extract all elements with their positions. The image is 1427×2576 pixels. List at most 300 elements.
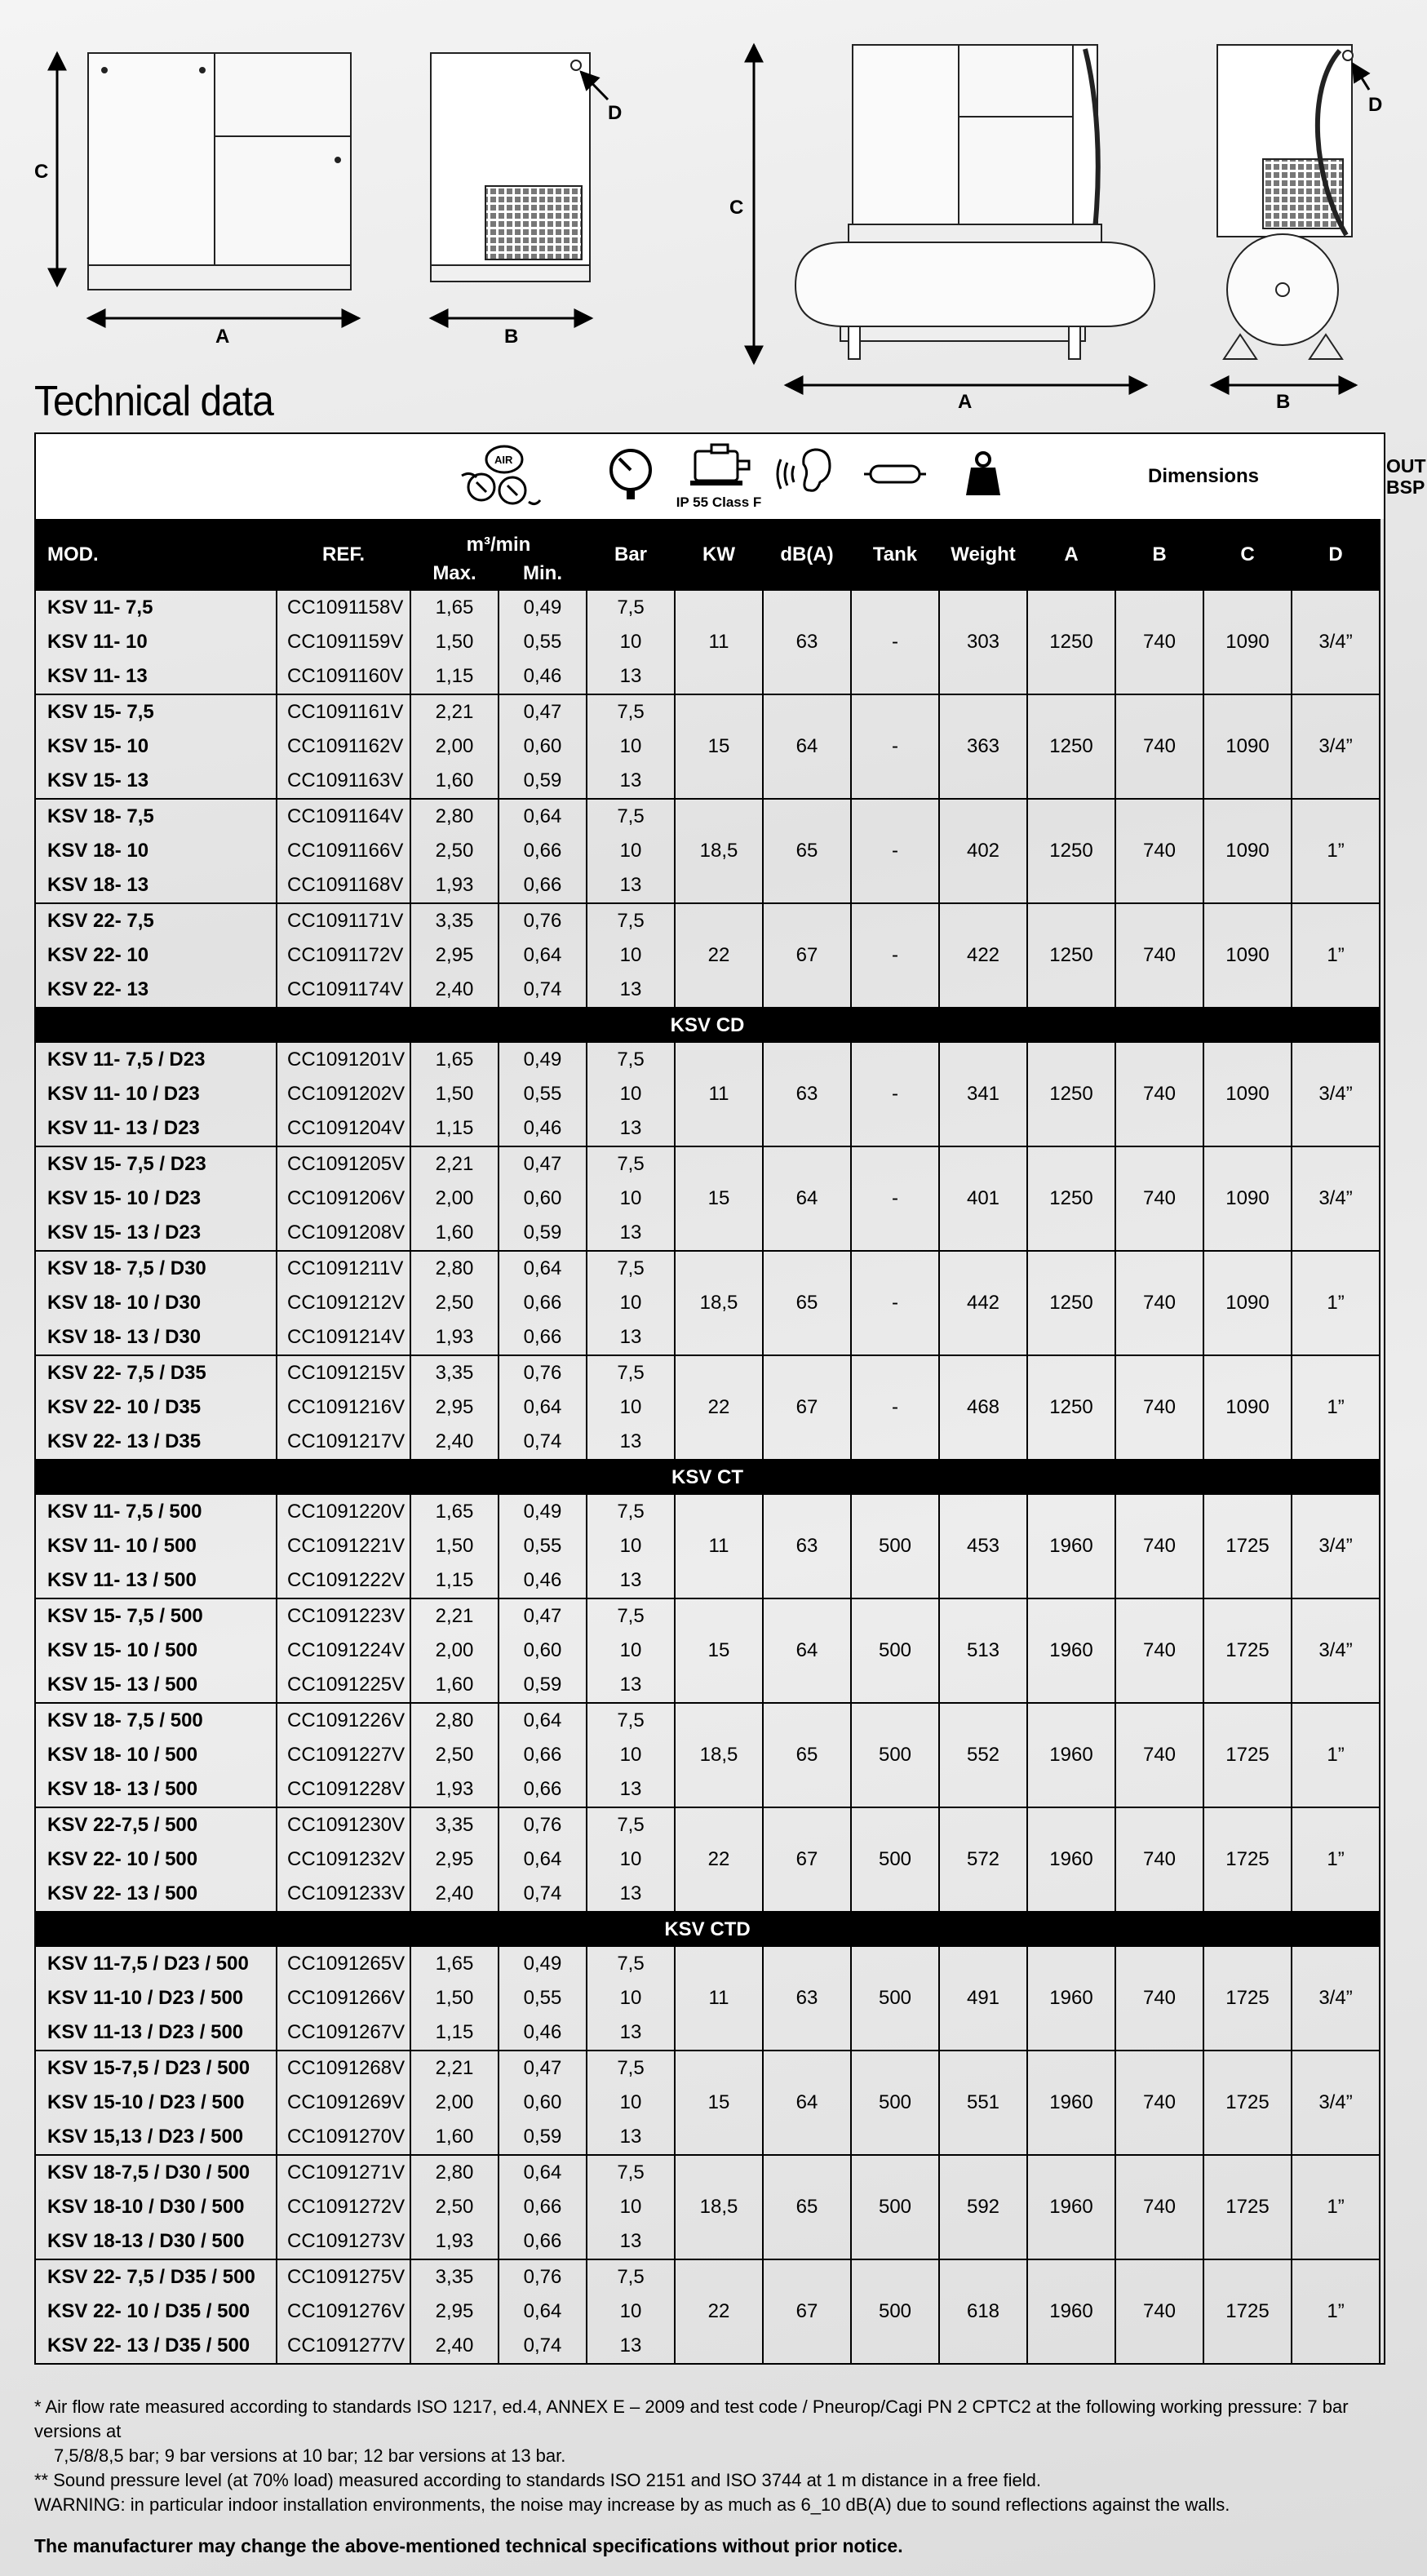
- cell-flow-min: 0,49: [499, 1043, 587, 1077]
- cell-model: KSV 15- 13 / 500: [35, 1668, 277, 1703]
- cell-bar: 7,5: [587, 1703, 675, 1738]
- cell-b: 740: [1115, 1251, 1203, 1355]
- cell-flow-min: 0,46: [499, 659, 587, 694]
- cell-kw: 11: [675, 1043, 763, 1146]
- dimensions-label: Dimensions: [1027, 433, 1380, 519]
- cell-bar: 7,5: [587, 1146, 675, 1182]
- cell-d: 1”: [1292, 1355, 1380, 1460]
- cell-weight: 572: [939, 1807, 1027, 1912]
- note-sound: ** Sound pressure level (at 70% load) measured according to standards ISO 2151 and ISO 3744 at 1 m distance in a free field.: [34, 2470, 1041, 2490]
- cell-flow-max: 2,00: [410, 729, 499, 764]
- cell-model: KSV 22- 10 / D35: [35, 1390, 277, 1425]
- cell-weight: 303: [939, 591, 1027, 694]
- cell-flow-min: 0,59: [499, 1668, 587, 1703]
- cell-model: KSV 11- 10 / 500: [35, 1529, 277, 1563]
- cell-model: KSV 22- 13 / D35 / 500: [35, 2329, 277, 2364]
- cell-a: 1250: [1027, 591, 1115, 694]
- cell-bar: 7,5: [587, 2259, 675, 2294]
- cell-bar: 10: [587, 938, 675, 973]
- cell-model: KSV 18- 13 / 500: [35, 1772, 277, 1807]
- cell-a: 1960: [1027, 1598, 1115, 1703]
- cell-ref: CC1091161V: [277, 694, 410, 729]
- cell-a: 1960: [1027, 1947, 1115, 2051]
- cell-flow-min: 0,76: [499, 903, 587, 938]
- cell-flow-max: 2,00: [410, 1634, 499, 1668]
- cell-weight: 513: [939, 1598, 1027, 1703]
- table-row: [35, 1495, 1385, 1529]
- cell-b: 740: [1115, 2259, 1203, 2364]
- col-a: A: [1027, 519, 1115, 591]
- cell-flow-min: 0,46: [499, 1111, 587, 1146]
- cell-flow-max: 2,40: [410, 2329, 499, 2364]
- cell-bar: 10: [587, 1738, 675, 1772]
- cell-ref: CC1091215V: [277, 1355, 410, 1390]
- cell-kw: 22: [675, 2259, 763, 2364]
- cell-flow-min: 0,66: [499, 2190, 587, 2224]
- cell-flow-max: 1,15: [410, 1563, 499, 1598]
- tank-icon-cell: [851, 433, 939, 519]
- cell-d: 3/4”: [1292, 1947, 1380, 2051]
- cell-flow-max: 1,65: [410, 1495, 499, 1529]
- cell-dba: 65: [763, 1703, 851, 1807]
- cell-flow-max: 1,50: [410, 1077, 499, 1111]
- cell-flow-max: 1,60: [410, 2120, 499, 2155]
- cell-ref: CC1091164V: [277, 799, 410, 834]
- cell-tank: -: [851, 694, 939, 799]
- cell-ref: CC1091222V: [277, 1563, 410, 1598]
- cell-flow-max: 3,35: [410, 2259, 499, 2294]
- cell-tank: 500: [851, 2259, 939, 2364]
- cell-tank: 500: [851, 1947, 939, 2051]
- cell-ref: CC1091158V: [277, 591, 410, 625]
- cell-flow-min: 0,74: [499, 1425, 587, 1460]
- cell-dba: 67: [763, 2259, 851, 2364]
- cell-dba: 65: [763, 2155, 851, 2259]
- cell-bar: 10: [587, 1077, 675, 1111]
- cell-model: KSV 22- 7,5 / D35 / 500: [35, 2259, 277, 2294]
- cell-ref: CC1091159V: [277, 625, 410, 659]
- cell-bar: 13: [587, 1563, 675, 1598]
- cell-model: KSV 22- 7,5: [35, 903, 277, 938]
- col-max: Max.: [410, 556, 499, 591]
- cell-flow-max: 1,60: [410, 1216, 499, 1251]
- cell-b: 740: [1115, 799, 1203, 903]
- cell-tank: 500: [851, 1703, 939, 1807]
- cell-tank: -: [851, 591, 939, 694]
- cell-weight: 422: [939, 903, 1027, 1008]
- cell-b: 740: [1115, 694, 1203, 799]
- cell-c: 1090: [1203, 1146, 1292, 1251]
- cell-bar: 13: [587, 659, 675, 694]
- cell-model: KSV 18- 7,5: [35, 799, 277, 834]
- cell-flow-min: 0,47: [499, 694, 587, 729]
- cell-bar: 13: [587, 1668, 675, 1703]
- cell-flow-max: 2,95: [410, 938, 499, 973]
- motor-class-label: IP 55 Class F: [676, 494, 762, 510]
- cell-bar: 10: [587, 2190, 675, 2224]
- cell-flow-max: 2,95: [410, 1842, 499, 1877]
- table-row: [35, 1598, 1385, 1634]
- cell-ref: CC1091220V: [277, 1495, 410, 1529]
- tank-icon: [862, 458, 928, 490]
- col-d: D: [1292, 519, 1380, 591]
- cell-a: 1250: [1027, 903, 1115, 1008]
- cell-weight: 552: [939, 1703, 1027, 1807]
- cell-d: 1”: [1292, 903, 1380, 1008]
- cell-dba: 65: [763, 799, 851, 903]
- cell-flow-max: 1,93: [410, 1772, 499, 1807]
- cell-b: 740: [1115, 1598, 1203, 1703]
- cell-bar: 13: [587, 973, 675, 1008]
- cell-dba: 67: [763, 903, 851, 1008]
- cell-flow-max: 1,15: [410, 1111, 499, 1146]
- weight-icon: [963, 450, 1004, 499]
- cell-model: KSV 11-13 / D23 / 500: [35, 2015, 277, 2051]
- cell-d: 3/4”: [1292, 591, 1380, 694]
- cell-ref: CC1091233V: [277, 1877, 410, 1912]
- cell-c: 1725: [1203, 1807, 1292, 1912]
- cell-weight: 491: [939, 1947, 1027, 2051]
- col-mod: MOD.: [35, 519, 277, 591]
- cell-flow-max: 2,21: [410, 1598, 499, 1634]
- cell-d: 3/4”: [1292, 1598, 1380, 1703]
- cell-ref: CC1091225V: [277, 1668, 410, 1703]
- cell-flow-min: 0,74: [499, 973, 587, 1008]
- cell-dba: 64: [763, 694, 851, 799]
- cell-model: KSV 22-7,5 / 500: [35, 1807, 277, 1842]
- table-row: [35, 1251, 1385, 1286]
- cell-b: 740: [1115, 1703, 1203, 1807]
- cell-bar: 13: [587, 1877, 675, 1912]
- table-row: [35, 1146, 1385, 1182]
- cell-model: KSV 18- 10 / 500: [35, 1738, 277, 1772]
- cell-bar: 7,5: [587, 1043, 675, 1077]
- cell-ref: CC1091266V: [277, 1981, 410, 2015]
- cell-ref: CC1091160V: [277, 659, 410, 694]
- cell-tank: 500: [851, 1495, 939, 1598]
- cell-tank: -: [851, 1043, 939, 1146]
- cell-d: 3/4”: [1292, 694, 1380, 799]
- cell-tank: -: [851, 799, 939, 903]
- cell-model: KSV 11- 10 / D23: [35, 1077, 277, 1111]
- page-title: Technical data: [34, 378, 273, 425]
- col-dba: dB(A): [763, 519, 851, 591]
- cell-ref: CC1091271V: [277, 2155, 410, 2190]
- dimension-d-arrow-right: [1353, 64, 1369, 90]
- cell-flow-min: 0,60: [499, 2086, 587, 2120]
- cell-flow-max: 2,40: [410, 973, 499, 1008]
- cell-model: KSV 15- 13: [35, 764, 277, 799]
- cell-c: 1090: [1203, 1355, 1292, 1460]
- cell-model: KSV 15- 10 / D23: [35, 1182, 277, 1216]
- cell-weight: 402: [939, 799, 1027, 903]
- cell-kw: 18,5: [675, 799, 763, 903]
- cell-ref: CC1091204V: [277, 1111, 410, 1146]
- icon-row: [35, 433, 1385, 519]
- table-row: [35, 2155, 1385, 2190]
- cell-flow-min: 0,64: [499, 1842, 587, 1877]
- cell-a: 1250: [1027, 1355, 1115, 1460]
- weight-icon-cell: [939, 433, 1027, 519]
- section-title: KSV CT: [35, 1460, 1380, 1495]
- cell-bar: 7,5: [587, 1947, 675, 1981]
- cell-tank: -: [851, 903, 939, 1008]
- pressure-gauge-icon: [606, 446, 655, 503]
- cell-b: 740: [1115, 1495, 1203, 1598]
- cell-flow-max: 2,95: [410, 2294, 499, 2329]
- cell-d: 3/4”: [1292, 1146, 1380, 1251]
- cell-bar: 10: [587, 1286, 675, 1320]
- cell-flow-max: 2,80: [410, 799, 499, 834]
- cell-flow-max: 2,21: [410, 1146, 499, 1182]
- cell-bar: 10: [587, 1981, 675, 2015]
- cell-c: 1725: [1203, 1947, 1292, 2051]
- cell-kw: 11: [675, 1947, 763, 2051]
- cell-flow-min: 0,55: [499, 1077, 587, 1111]
- cell-bar: 13: [587, 2015, 675, 2051]
- cell-kw: 11: [675, 1495, 763, 1598]
- col-tank: Tank: [851, 519, 939, 591]
- cell-bar: 10: [587, 1390, 675, 1425]
- cell-kw: 18,5: [675, 2155, 763, 2259]
- cell-d: 1”: [1292, 1807, 1380, 1912]
- cell-kw: 18,5: [675, 1703, 763, 1807]
- out-bsp-label: OUT BSP: [1380, 433, 1385, 519]
- cell-bar: 7,5: [587, 1495, 675, 1529]
- cell-ref: CC1091166V: [277, 834, 410, 868]
- cell-a: 1960: [1027, 2155, 1115, 2259]
- cell-d: 3/4”: [1292, 1043, 1380, 1146]
- cell-d: 3/4”: [1292, 2051, 1380, 2155]
- cell-ref: CC1091211V: [277, 1251, 410, 1286]
- cell-flow-min: 0,76: [499, 1807, 587, 1842]
- cell-ref: CC1091206V: [277, 1182, 410, 1216]
- cell-model: KSV 15- 7,5 / D23: [35, 1146, 277, 1182]
- cell-bar: 13: [587, 2120, 675, 2155]
- cell-model: KSV 15- 10: [35, 729, 277, 764]
- note-air-flow: * Air flow rate measured according to standards ISO 1217, ed.4, ANNEX E – 2009 and test code / Pneurop/Cagi PN 2 CPTC2 at the following working pressure: 7 bar versions at: [34, 2396, 1349, 2441]
- cell-bar: 7,5: [587, 903, 675, 938]
- cell-flow-max: 3,35: [410, 903, 499, 938]
- cell-dba: 64: [763, 1146, 851, 1251]
- cell-ref: CC1091232V: [277, 1842, 410, 1877]
- cell-flow-min: 0,59: [499, 2120, 587, 2155]
- cell-ref: CC1091272V: [277, 2190, 410, 2224]
- dim-a-label-right: A: [958, 391, 973, 413]
- cell-tank: 500: [851, 2155, 939, 2259]
- cell-b: 740: [1115, 903, 1203, 1008]
- cell-flow-max: 1,65: [410, 1947, 499, 1981]
- cell-tank: -: [851, 1146, 939, 1251]
- cell-flow-min: 0,66: [499, 1320, 587, 1355]
- cell-c: 1090: [1203, 1251, 1292, 1355]
- cell-model: KSV 11- 7,5: [35, 591, 277, 625]
- cell-ref: CC1091172V: [277, 938, 410, 973]
- cell-ref: CC1091227V: [277, 1738, 410, 1772]
- cell-bar: 7,5: [587, 694, 675, 729]
- cell-b: 740: [1115, 1146, 1203, 1251]
- cell-flow-min: 0,55: [499, 625, 587, 659]
- col-min: Min.: [499, 556, 587, 591]
- cell-kw: 22: [675, 1807, 763, 1912]
- ear-noise-icon: [774, 448, 840, 500]
- table-row: [35, 1703, 1385, 1738]
- cell-bar: 13: [587, 764, 675, 799]
- cell-tank: 500: [851, 1807, 939, 1912]
- cell-flow-max: 2,50: [410, 1738, 499, 1772]
- cell-ref: CC1091174V: [277, 973, 410, 1008]
- cell-model: KSV 11- 7,5 / D23: [35, 1043, 277, 1077]
- cell-model: KSV 18- 13: [35, 868, 277, 903]
- cell-flow-max: 1,50: [410, 1529, 499, 1563]
- cell-flow-max: 2,00: [410, 1182, 499, 1216]
- cell-bar: 10: [587, 834, 675, 868]
- cell-flow-min: 0,66: [499, 1286, 587, 1320]
- cell-flow-min: 0,76: [499, 1355, 587, 1390]
- cell-flow-min: 0,74: [499, 2329, 587, 2364]
- col-kw: KW: [675, 519, 763, 591]
- dim-a-label-left: A: [215, 326, 230, 348]
- dim-b-label-right: B: [1276, 391, 1291, 413]
- dim-c-label-left: C: [34, 161, 49, 183]
- table-row: [35, 694, 1385, 729]
- footnotes: [34, 2395, 1389, 2558]
- cell-flow-max: 1,65: [410, 591, 499, 625]
- cell-weight: 468: [939, 1355, 1027, 1460]
- cell-bar: 10: [587, 2086, 675, 2120]
- cell-flow-min: 0,74: [499, 1877, 587, 1912]
- cell-flow-min: 0,55: [499, 1981, 587, 2015]
- cell-flow-min: 0,59: [499, 1216, 587, 1251]
- cell-dba: 63: [763, 1947, 851, 2051]
- cell-model: KSV 22- 13 / D35: [35, 1425, 277, 1460]
- svg-text:AIR: AIR: [494, 453, 513, 466]
- cell-ref: CC1091230V: [277, 1807, 410, 1842]
- cell-a: 1250: [1027, 1146, 1115, 1251]
- cell-model: KSV 11- 13 / 500: [35, 1563, 277, 1598]
- cell-ref: CC1091208V: [277, 1216, 410, 1251]
- cell-ref: CC1091216V: [277, 1390, 410, 1425]
- cell-dba: 65: [763, 1251, 851, 1355]
- cell-dba: 64: [763, 1598, 851, 1703]
- cell-flow-max: 2,95: [410, 1390, 499, 1425]
- cell-dba: 67: [763, 1807, 851, 1912]
- cell-kw: 15: [675, 1146, 763, 1251]
- cell-ref: CC1091171V: [277, 903, 410, 938]
- tank-side-view-drawing: [1217, 45, 1353, 359]
- cell-bar: 10: [587, 1634, 675, 1668]
- cell-bar: 10: [587, 1529, 675, 1563]
- cell-flow-min: 0,64: [499, 938, 587, 973]
- cell-kw: 15: [675, 694, 763, 799]
- cell-dba: 67: [763, 1355, 851, 1460]
- cell-weight: 341: [939, 1043, 1027, 1146]
- cell-c: 1725: [1203, 1703, 1292, 1807]
- cell-weight: 592: [939, 2155, 1027, 2259]
- cell-flow-min: 0,47: [499, 2051, 587, 2086]
- cell-ref: CC1091269V: [277, 2086, 410, 2120]
- cell-flow-max: 1,50: [410, 625, 499, 659]
- cell-model: KSV 18-10 / D30 / 500: [35, 2190, 277, 2224]
- cell-flow-max: 1,93: [410, 868, 499, 903]
- cell-flow-max: 1,93: [410, 2224, 499, 2259]
- cell-model: KSV 11- 13 / D23: [35, 1111, 277, 1146]
- air-flow-icon-cell: [410, 433, 587, 519]
- cell-model: KSV 11-7,5 / D23 / 500: [35, 1947, 277, 1981]
- cell-flow-min: 0,64: [499, 2294, 587, 2329]
- cell-flow-max: 2,40: [410, 1877, 499, 1912]
- cell-flow-min: 0,64: [499, 1390, 587, 1425]
- dim-c-label-right: C: [729, 197, 744, 219]
- cell-flow-max: 3,35: [410, 1807, 499, 1842]
- cell-flow-max: 1,60: [410, 764, 499, 799]
- cell-ref: CC1091267V: [277, 2015, 410, 2051]
- cell-b: 740: [1115, 591, 1203, 694]
- cell-flow-min: 0,66: [499, 1772, 587, 1807]
- cell-model: KSV 15- 13 / D23: [35, 1216, 277, 1251]
- cell-tank: 500: [851, 2051, 939, 2155]
- cell-bar: 13: [587, 1320, 675, 1355]
- cell-model: KSV 15- 7,5: [35, 694, 277, 729]
- cell-weight: 401: [939, 1146, 1027, 1251]
- cell-model: KSV 22- 10: [35, 938, 277, 973]
- cell-bar: 13: [587, 868, 675, 903]
- table-row: [35, 2259, 1385, 2294]
- cell-kw: 11: [675, 591, 763, 694]
- note-warning: WARNING: in particular indoor installation environments, the noise may increase by as much as 6_10 dB(A) due to sound reflections against the walls.: [34, 2494, 1230, 2515]
- cell-ref: CC1091163V: [277, 764, 410, 799]
- cell-flow-min: 0,46: [499, 2015, 587, 2051]
- cell-c: 1090: [1203, 1043, 1292, 1146]
- cell-ref: CC1091212V: [277, 1286, 410, 1320]
- cell-bar: 13: [587, 2224, 675, 2259]
- cell-model: KSV 11- 10: [35, 625, 277, 659]
- cell-tank: 500: [851, 1598, 939, 1703]
- cell-c: 1090: [1203, 799, 1292, 903]
- cell-b: 740: [1115, 1355, 1203, 1460]
- cell-d: 1”: [1292, 1251, 1380, 1355]
- cell-flow-min: 0,60: [499, 1634, 587, 1668]
- cell-flow-min: 0,64: [499, 1703, 587, 1738]
- cell-flow-min: 0,47: [499, 1598, 587, 1634]
- cell-kw: 22: [675, 903, 763, 1008]
- cell-model: KSV 15- 10 / 500: [35, 1634, 277, 1668]
- cell-weight: 618: [939, 2259, 1027, 2364]
- cell-bar: 10: [587, 729, 675, 764]
- cell-flow-max: 1,15: [410, 2015, 499, 2051]
- cell-model: KSV 22- 10 / D35 / 500: [35, 2294, 277, 2329]
- cell-a: 1960: [1027, 2259, 1115, 2364]
- cell-flow-min: 0,66: [499, 2224, 587, 2259]
- cell-d: 1”: [1292, 2259, 1380, 2364]
- cell-flow-max: 2,40: [410, 1425, 499, 1460]
- cell-bar: 7,5: [587, 799, 675, 834]
- cell-flow-max: 1,15: [410, 659, 499, 694]
- cell-model: KSV 18- 10: [35, 834, 277, 868]
- cell-d: 1”: [1292, 799, 1380, 903]
- note-air-flow-cont: 7,5/8/8,5 bar; 9 bar versions at 10 bar; 12 bar versions at 13 bar.: [54, 2445, 566, 2466]
- cell-ref: CC1091168V: [277, 868, 410, 903]
- cell-weight: 551: [939, 2051, 1027, 2155]
- cell-flow-max: 1,65: [410, 1043, 499, 1077]
- cell-ref: CC1091270V: [277, 2120, 410, 2155]
- cell-model: KSV 22- 13: [35, 973, 277, 1008]
- cell-ref: CC1091226V: [277, 1703, 410, 1738]
- cell-model: KSV 15- 7,5 / 500: [35, 1598, 277, 1634]
- cell-a: 1960: [1027, 2051, 1115, 2155]
- table-row: [35, 799, 1385, 834]
- cell-flow-min: 0,64: [499, 799, 587, 834]
